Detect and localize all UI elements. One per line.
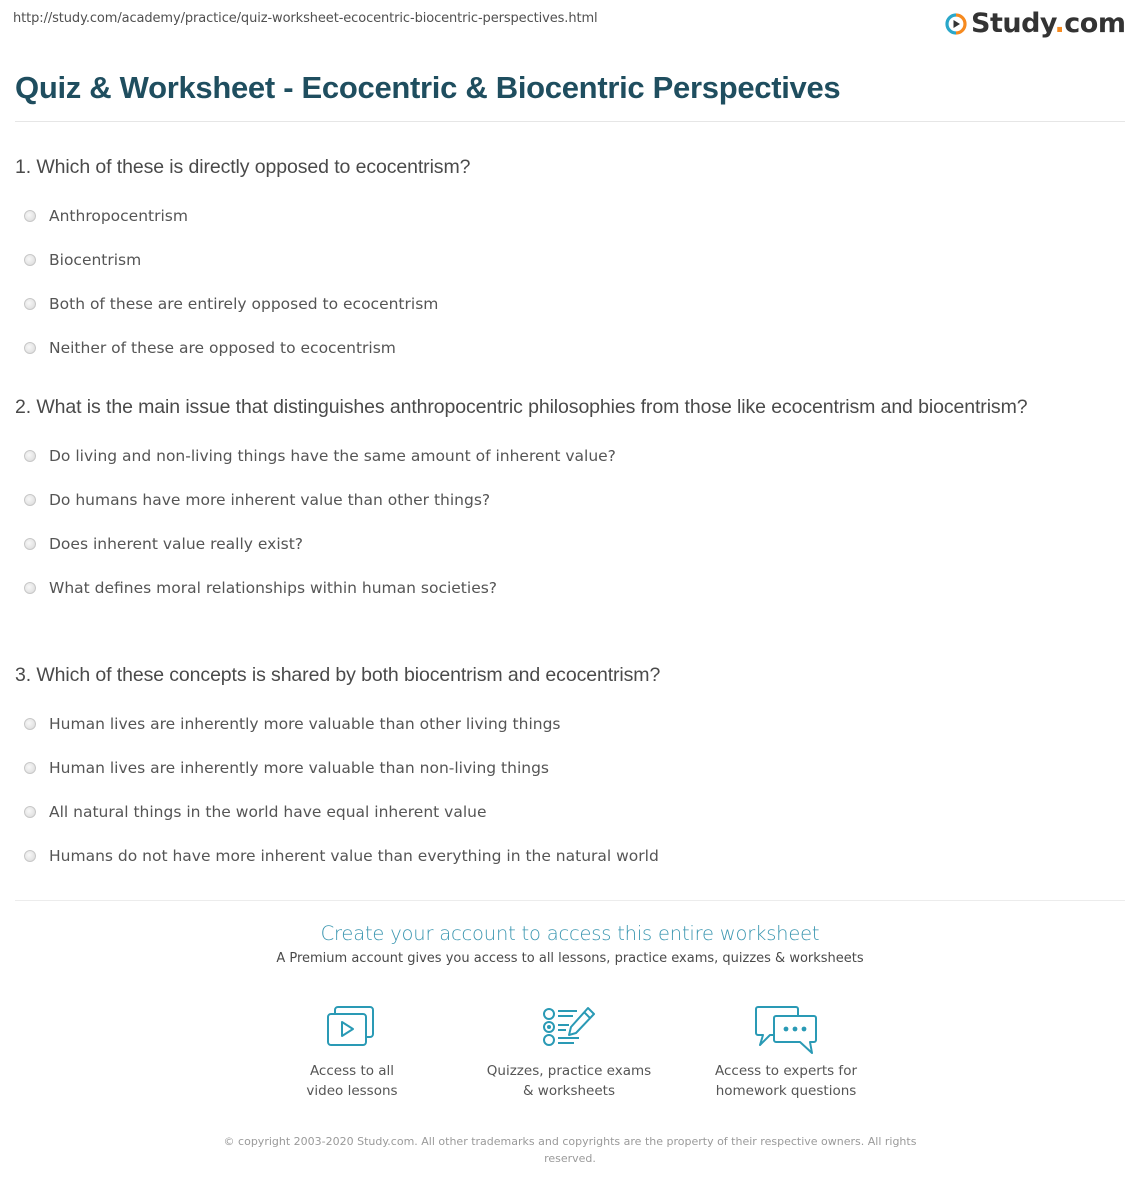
answer-choice[interactable]: [15, 434, 1115, 478]
choice-label: Human lives are inherently more valuable than non-living things: [49, 759, 549, 777]
choice-label: Do humans have more inherent value than other things?: [49, 491, 491, 509]
radio-button-icon[interactable]: [24, 538, 36, 550]
signup-cta: [0, 922, 1140, 966]
top-bar: [0, 0, 1140, 50]
radio-button-icon[interactable]: [24, 718, 36, 730]
logo-dot: .: [1054, 8, 1065, 39]
radio-button-icon[interactable]: [24, 298, 36, 310]
answer-choices: [15, 702, 1115, 878]
choice-label: Humans do not have more inherent value than everything in the natural world: [49, 847, 659, 865]
choice-label: Both of these are entirely opposed to ecocentrism: [49, 295, 439, 313]
feature-label-line2: & worksheets: [522, 1083, 615, 1099]
radio-button-icon[interactable]: [24, 210, 36, 222]
choice-label: Do living and non-living things have the same amount of inherent value?: [49, 447, 616, 465]
cta-subtitle: A Premium account gives you access to all lessons, practice exams, quizzes & worksheets: [276, 951, 864, 966]
choice-label: Biocentrism: [49, 251, 142, 269]
answer-choice[interactable]: [15, 746, 1115, 790]
answer-choice[interactable]: [15, 702, 1115, 746]
choice-label: Neither of these are opposed to ecocentrism: [49, 339, 396, 357]
radio-button-icon[interactable]: [24, 494, 36, 506]
title-divider: [15, 121, 1125, 122]
feature-label-line2: homework questions: [715, 1083, 857, 1099]
play-circle-logo-icon: [945, 13, 967, 35]
question-2: [15, 393, 1115, 610]
study-logo[interactable]: [945, 9, 1126, 39]
answer-choice[interactable]: [15, 790, 1115, 834]
answer-choice[interactable]: [15, 522, 1115, 566]
copyright-notice: [210, 1133, 930, 1167]
chat-bubbles-icon: [754, 1005, 818, 1055]
feature-label-line1: Quizzes, practice exams: [486, 1063, 652, 1079]
radio-button-icon[interactable]: [24, 762, 36, 774]
video-lessons-icon: [325, 1005, 379, 1049]
choice-label: Anthropocentrism: [49, 207, 188, 225]
radio-button-icon[interactable]: [24, 582, 36, 594]
answer-choice[interactable]: [15, 326, 1115, 370]
section-divider: [15, 900, 1125, 901]
radio-button-icon[interactable]: [24, 254, 36, 266]
logo-tld: com: [1064, 8, 1126, 39]
radio-button-icon[interactable]: [24, 850, 36, 862]
feature-label: [252, 1061, 452, 1101]
feature-video-lessons: [252, 1005, 452, 1101]
answer-choices: [15, 434, 1115, 610]
feature-label-line2: video lessons: [306, 1083, 398, 1099]
answer-choices: [15, 194, 1115, 370]
question-text: 3. Which of these concepts is shared by both biocentrism and ecocentrism?: [15, 664, 661, 686]
answer-choice[interactable]: [15, 478, 1115, 522]
choice-label: Human lives are inherently more valuable than other living things: [49, 715, 561, 733]
radio-button-icon[interactable]: [24, 806, 36, 818]
feature-experts: [686, 1005, 886, 1101]
cta-title-link[interactable]: Create your account to access this entire worksheet: [320, 922, 820, 945]
feature-label: [469, 1061, 669, 1101]
copyright-line2: reserved.: [544, 1152, 596, 1165]
choice-label: Does inherent value really exist?: [49, 535, 304, 553]
feature-label-line1: Access to experts for: [714, 1063, 857, 1079]
answer-choice[interactable]: [15, 566, 1115, 610]
answer-choice[interactable]: [15, 194, 1115, 238]
question-text: 1. Which of these is directly opposed to ecocentrism?: [15, 156, 471, 178]
answer-choice[interactable]: [15, 834, 1115, 878]
feature-label-line1: Access to all: [309, 1063, 395, 1079]
quiz-checklist-icon: [541, 1005, 597, 1049]
question-text: 2. What is the main issue that distinguishes anthropocentric philosophies from those like ecocentrism and biocentrism?: [15, 396, 1028, 418]
question-3: [15, 661, 1115, 878]
feature-quizzes: [469, 1005, 669, 1101]
page-title: Quiz & Worksheet - Ecocentric & Biocentric Perspectives: [15, 70, 841, 105]
answer-choice[interactable]: [15, 282, 1115, 326]
answer-choice[interactable]: [15, 238, 1115, 282]
page-url: http://study.com/academy/practice/quiz-worksheet-ecocentric-biocentric-perspectives.html: [13, 11, 598, 26]
question-1: [15, 153, 1115, 370]
feature-label: [686, 1061, 886, 1101]
choice-label: What defines moral relationships within human societies?: [49, 579, 498, 597]
logo-wordmark: [971, 9, 1126, 39]
radio-button-icon[interactable]: [24, 342, 36, 354]
copyright-line1: © copyright 2003-2020 Study.com. All other trademarks and copyrights are the property of their respective owners. All rights: [223, 1135, 917, 1148]
radio-button-icon[interactable]: [24, 450, 36, 462]
logo-name: Study: [971, 8, 1055, 39]
choice-label: All natural things in the world have equal inherent value: [49, 803, 487, 821]
